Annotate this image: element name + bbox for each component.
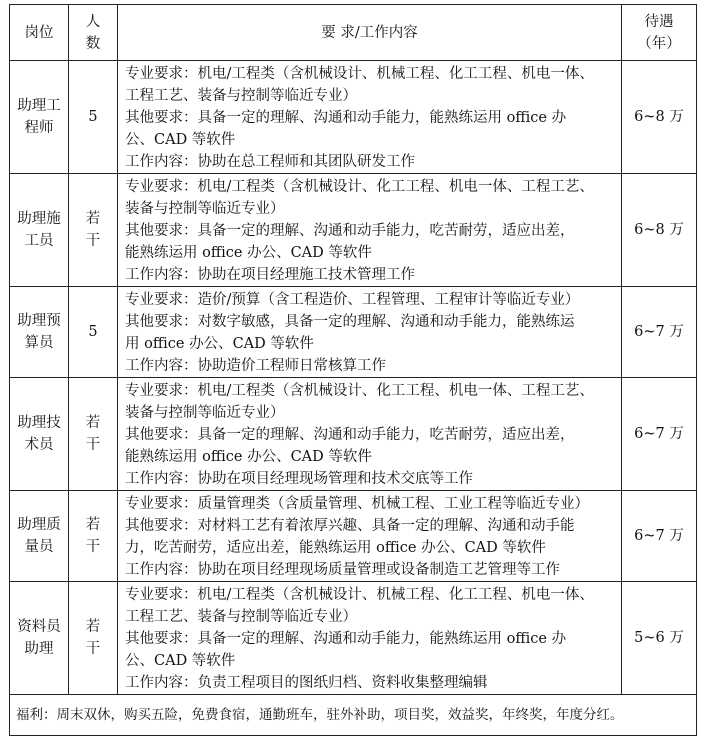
requirements-cell — [118, 287, 622, 378]
headcount-cell — [69, 287, 118, 378]
requirement-line: 公、CAD 等软件 — [125, 132, 236, 148]
position-title: 资料员助理 — [17, 619, 61, 657]
headcount-value: 若干 — [85, 619, 101, 657]
headcount-value: 若干 — [85, 517, 101, 555]
position-cell — [10, 287, 69, 378]
requirement-line: 力，吃苦耐劳，适应出差，能熟练运用 office 办公、CAD 等软件 — [125, 540, 546, 556]
requirement-line: 其他要求：对数字敏感，具备一定的理解、沟通和动手能力，能熟练运 — [125, 314, 575, 330]
requirement-line: 工作内容：协助在项目经理现场质量管理或设备制造工艺管理等工作 — [125, 562, 560, 578]
job-table — [9, 4, 697, 736]
requirement-line: 工程工艺、装备与控制等临近专业） — [125, 609, 357, 625]
header-position: 岗位 — [10, 5, 69, 61]
pay-value: 6~8 万 — [634, 109, 684, 125]
requirement-line: 专业要求：质量管理类（含质量管理、机械工程、工业工程等临近专业） — [125, 496, 589, 512]
benefits-row — [10, 695, 697, 736]
requirements-cell — [118, 491, 622, 582]
requirement-line: 工作内容：协助造价工程师日常核算工作 — [125, 358, 386, 374]
headcount-value: 5 — [88, 109, 98, 125]
pay-cell — [622, 582, 697, 695]
requirement-line: 专业要求：机电/工程类（含机械设计、机械工程、化工工程、机电一体、 — [125, 66, 594, 82]
requirement-line: 其他要求：对材料工艺有着浓厚兴趣、具备一定的理解、沟通和动手能 — [125, 518, 575, 534]
requirement-line: 专业要求：机电/工程类（含机械设计、化工工程、机电一体、工程工艺、 — [125, 179, 594, 195]
requirement-line: 工作内容：协助在项目经理施工技术管理工作 — [125, 267, 415, 283]
requirements-cell — [118, 174, 622, 287]
table-row — [10, 582, 697, 695]
headcount-cell — [69, 582, 118, 695]
requirement-line: 其他要求：具备一定的理解、沟通和动手能力，吃苦耐劳，适应出差， — [125, 427, 575, 443]
headcount-value: 若干 — [85, 415, 101, 453]
table-row — [10, 61, 697, 174]
requirement-line: 装备与控制等临近专业） — [125, 201, 285, 217]
header-count: 人数 — [69, 5, 118, 61]
requirement-line: 其他要求：具备一定的理解、沟通和动手能力，能熟练运用 office 办 — [125, 631, 567, 647]
headcount-cell — [69, 61, 118, 174]
headcount-value: 5 — [88, 324, 98, 340]
requirement-line: 工作内容：协助在总工程师和其团队研发工作 — [125, 154, 415, 170]
position-cell — [10, 582, 69, 695]
pay-cell — [622, 491, 697, 582]
requirements-cell — [118, 582, 622, 695]
table-row — [10, 287, 697, 378]
headcount-value: 若干 — [85, 211, 101, 249]
requirements-cell — [118, 378, 622, 491]
position-title: 助理预算员 — [17, 313, 61, 351]
requirements-cell — [118, 61, 622, 174]
table-row — [10, 491, 697, 582]
headcount-cell — [69, 174, 118, 287]
header-requirements: 要 求/工作内容 — [118, 5, 622, 61]
requirement-line: 装备与控制等临近专业） — [125, 405, 285, 421]
requirement-line: 其他要求：具备一定的理解、沟通和动手能力，能熟练运用 office 办 — [125, 110, 567, 126]
requirement-line: 专业要求：造价/预算（含工程造价、工程管理、工程审计等临近专业） — [125, 292, 580, 308]
pay-value: 6~7 万 — [634, 324, 684, 340]
table-row — [10, 378, 697, 491]
position-cell — [10, 61, 69, 174]
pay-cell — [622, 378, 697, 491]
requirement-line: 能熟练运用 office 办公、CAD 等软件 — [125, 449, 372, 465]
position-cell — [10, 378, 69, 491]
position-title: 助理质量员 — [17, 517, 61, 555]
headcount-cell — [69, 378, 118, 491]
headcount-cell — [69, 491, 118, 582]
pay-cell — [622, 61, 697, 174]
header-pay: 待遇（年） — [622, 5, 697, 61]
pay-value: 5~6 万 — [634, 630, 684, 646]
position-cell — [10, 174, 69, 287]
position-cell — [10, 491, 69, 582]
requirement-line: 其他要求：具备一定的理解、沟通和动手能力，吃苦耐劳，适应出差， — [125, 223, 575, 239]
requirement-line: 公、CAD 等软件 — [125, 653, 236, 669]
pay-value: 6~7 万 — [634, 528, 684, 544]
pay-value: 6~7 万 — [634, 426, 684, 442]
position-title: 助理工程师 — [17, 98, 61, 136]
requirement-line: 工程工艺、装备与控制等临近专业） — [125, 88, 357, 104]
requirement-line: 工作内容：协助在项目经理现场管理和技术交底等工作 — [125, 471, 473, 487]
pay-cell — [622, 174, 697, 287]
pay-cell — [622, 287, 697, 378]
table-row — [10, 174, 697, 287]
pay-value: 6~8 万 — [634, 222, 684, 238]
table-header-row — [10, 5, 697, 61]
requirement-line: 工作内容：负责工程项目的图纸归档、资料收集整理编辑 — [125, 675, 488, 691]
benefits-text: 福利：周末双休，购买五险，免费食宿，通勤班车，驻外补助，项目奖，效益奖，年终奖，年度分红。 — [10, 695, 697, 736]
position-title: 助理技术员 — [17, 415, 61, 453]
requirement-line: 能熟练运用 office 办公、CAD 等软件 — [125, 245, 372, 261]
requirement-line: 专业要求：机电/工程类（含机械设计、机械工程、化工工程、机电一体、 — [125, 587, 594, 603]
requirement-line: 专业要求：机电/工程类（含机械设计、化工工程、机电一体、工程工艺、 — [125, 383, 594, 399]
position-title: 助理施工员 — [17, 211, 61, 249]
requirement-line: 用 office 办公、CAD 等软件 — [125, 336, 314, 352]
